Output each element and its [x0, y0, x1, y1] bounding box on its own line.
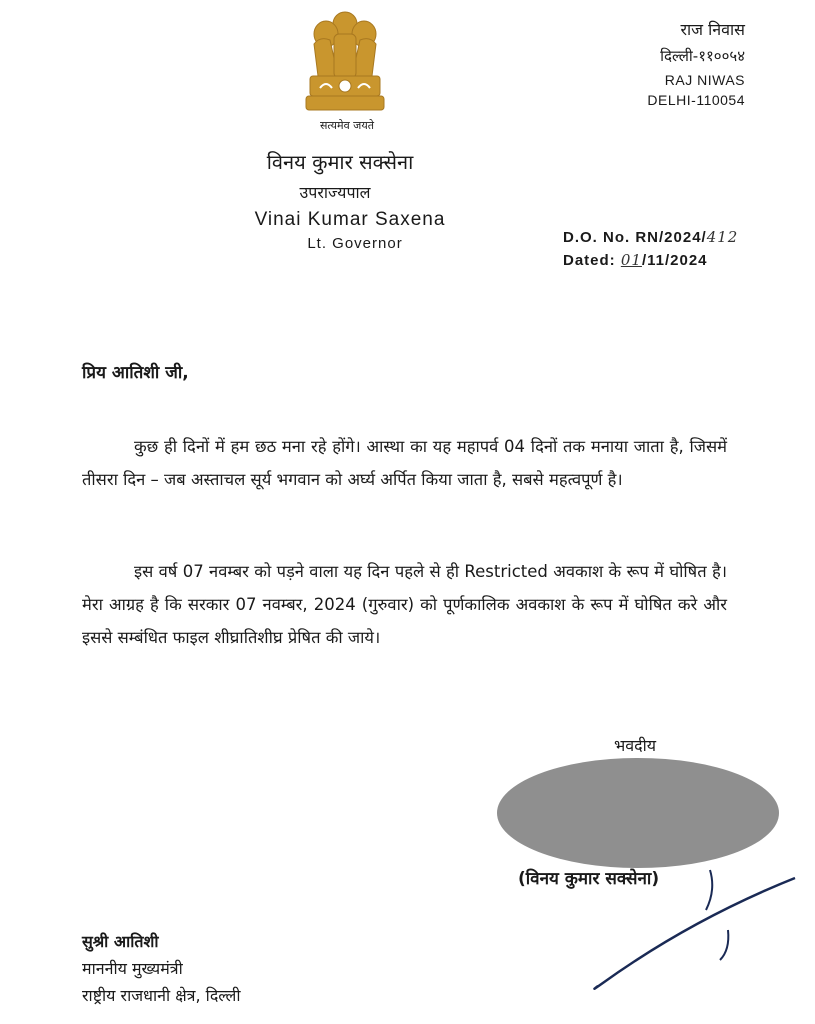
- addressee-name: सुश्री आतिशी: [82, 932, 159, 951]
- address-english-line2: DELHI-110054: [647, 92, 745, 108]
- paragraph-1: कुछ ही दिनों में हम छठ मना रहे होंगे। आस्था का यह महापर्व 04 दिनों तक मनाया जाता है, जिसमें तीसरा दिन – जब अस्ताचल सूर्य भगवान को अर्घ्य अर्पित किया जाता है, सबसे महत्वपूर्ण है।: [82, 437, 727, 489]
- address-hindi-line1: राज निवास: [680, 20, 745, 39]
- sender-english-name: Vinai Kumar Saxena: [254, 209, 446, 230]
- addressee-location: राष्ट्रीय राजधानी क्षेत्र, दिल्ली: [82, 986, 241, 1005]
- dated-label: Dated:: [563, 252, 621, 269]
- do-number-line: [563, 228, 738, 246]
- do-label: D.O. No. RN/2024/: [563, 229, 707, 246]
- reference-block: [563, 228, 738, 274]
- dated-rest: /11/2024: [641, 252, 708, 269]
- address-block: [647, 18, 745, 112]
- sender-hindi-name: विनय कुमार सक्सेना: [266, 150, 414, 174]
- signature-redaction: [497, 758, 779, 868]
- sender-english-designation: Lt. Governor: [307, 235, 403, 252]
- dated-line: [563, 251, 738, 269]
- salutation: प्रिय आतिशी जी,: [82, 363, 189, 383]
- sender-hindi-designation: उपराज्यपाल: [299, 183, 371, 202]
- state-emblem-icon: [300, 6, 390, 116]
- signatory-name: (विनय कुमार सक्सेना): [518, 869, 660, 889]
- paragraph-2: इस वर्ष 07 नवम्बर को पड़ने वाला यह दिन पहले से ही Restricted अवकाश के रूप में घोषित है। मेरा आग्रह है कि सरकार 07 नवम्बर, 2024 (गुरुवार) को पूर्णकालिक अवकाश के रूप में घोषित करे और इससे सम्बंधित फाइल शीघ्रातिशीघ्र प्रेषित की जाये।: [82, 562, 727, 647]
- do-number-handwritten: 412: [706, 228, 739, 246]
- sender-block: [210, 148, 490, 252]
- emblem-motto: सत्यमेव जयते: [319, 119, 374, 132]
- address-hindi-line2: दिल्ली-११००५४: [660, 47, 745, 65]
- addressee-designation: माननीय मुख्यमंत्री: [82, 959, 183, 978]
- dated-day-handwritten: 01: [620, 251, 642, 269]
- address-english-line1: RAJ NIWAS: [664, 72, 745, 88]
- valediction: भवदीय: [614, 736, 657, 755]
- addressee-block: [82, 928, 241, 1009]
